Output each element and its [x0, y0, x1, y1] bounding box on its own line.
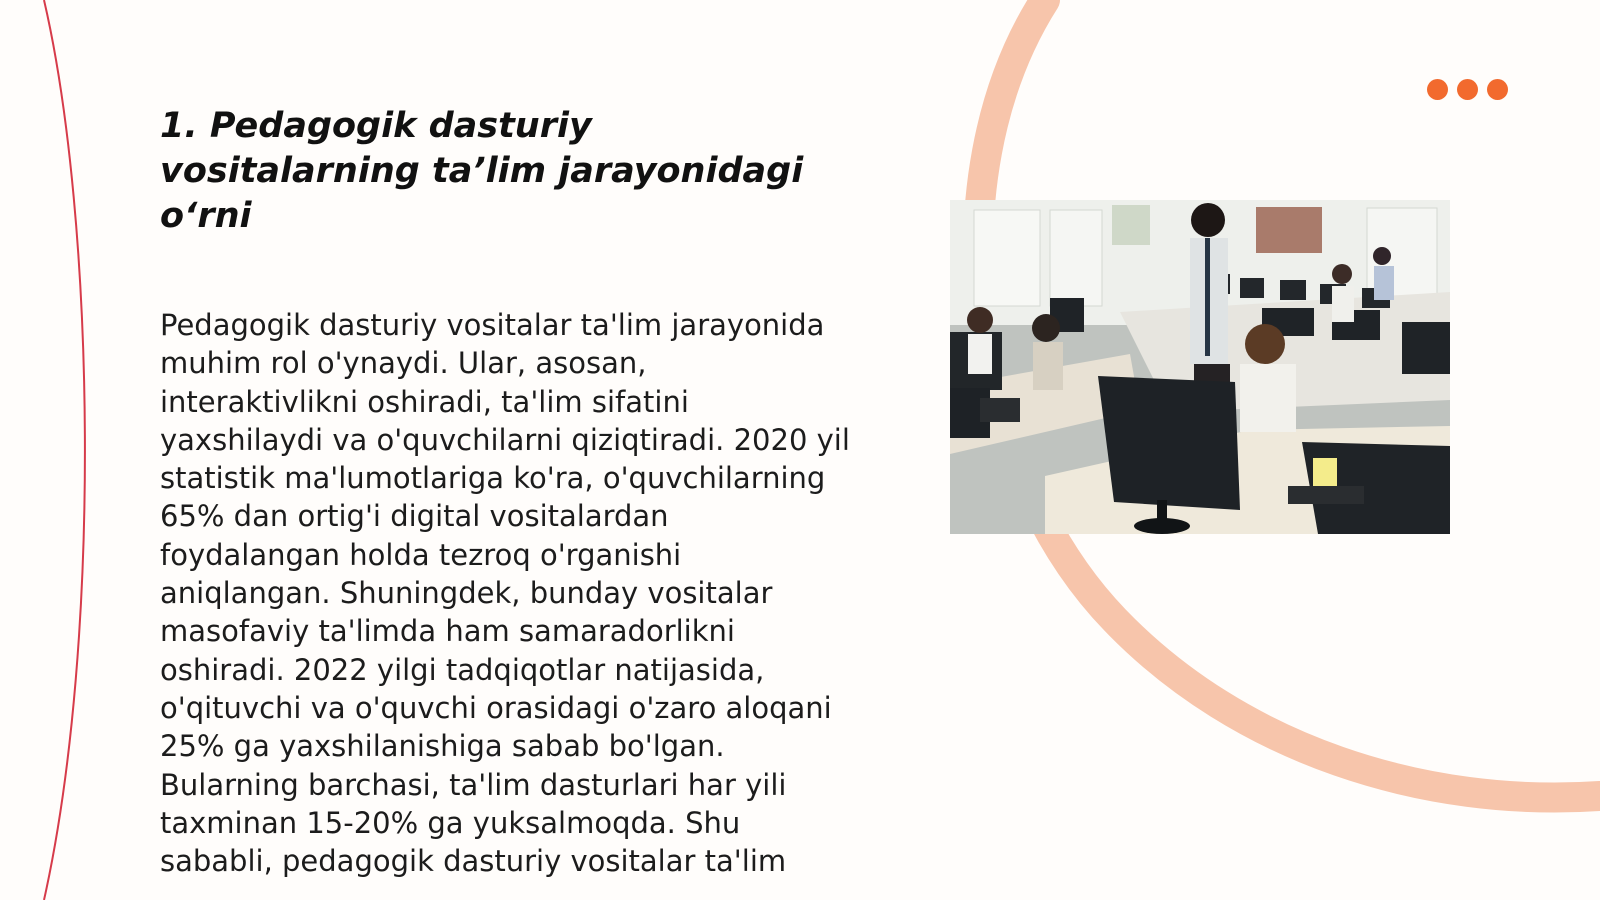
- dot-icon: [1457, 79, 1478, 100]
- classroom-photo: [950, 200, 1450, 534]
- dot-icon: [1487, 79, 1508, 100]
- slide-title: 1. Pedagogik dasturiy vositalarning ta’lim jarayonidagi o‘rni: [160, 106, 804, 236]
- more-options-dots: [1427, 79, 1513, 101]
- dot-icon: [1427, 79, 1448, 100]
- slide-body-text: Pedagogik dasturiy vositalar ta'lim jarayonida muhim rol o'ynaydi. Ular, asosan, interaktivlikni oshiradi, ta'lim sifatini yaxshilaydi va o'quvchilarni qiziqtiradi. 2020 yil statistik ma'lumotlariga ko'ra, o'quvchilarning 65% dan ortig'i digital vositalardan foydalangan holda tezroq o'rganishi aniqlangan. Shuningdek, bunday vositalar masofaviy ta'limda ham samaradorlikni oshiradi. 2022 yilgi tadqiqotlar natijasida, o'qituvchi va o'quvchi orasidagi o'zaro aloqani 25% ga yaxshilanishiga sabab bo'lgan. Bularning barchasi, ta'lim dasturlari har yili taxminan 15-20% ga yuksalmoqda. Shu sababli, pedagogik dasturiy vositalar ta'lim: [160, 308, 850, 879]
- classroom-photo-icon: [950, 200, 1450, 534]
- left-edge-arc: [44, 0, 85, 900]
